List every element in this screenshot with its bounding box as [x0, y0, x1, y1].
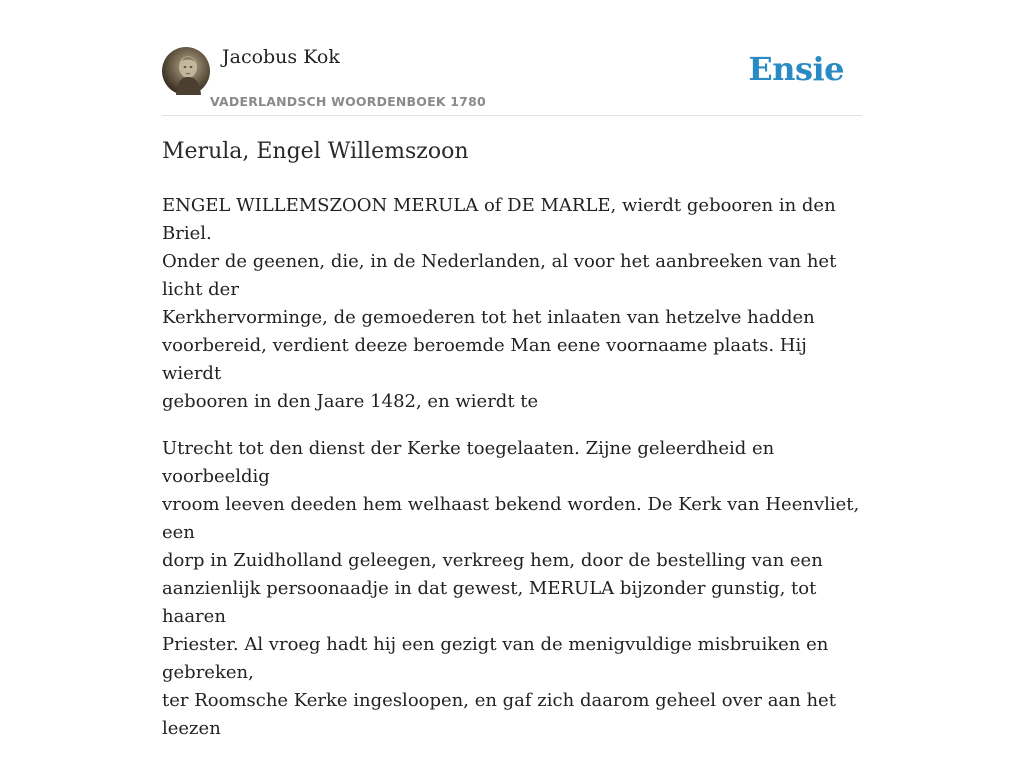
article-body — [162, 192, 866, 762]
article-header — [162, 44, 862, 116]
source-name[interactable]: VADERLANDSCH WOORDENBOEK 1780 — [210, 94, 486, 109]
page-title: Merula, Engel Willemszoon — [162, 139, 469, 164]
portrait-icon — [162, 47, 210, 95]
brand-logo[interactable]: Ensie — [748, 50, 844, 88]
author-name[interactable]: Jacobus Kok — [222, 46, 340, 68]
paragraph: Utrecht tot den dienst der Kerke toegelaaten. Zijne geleerdheid en voorbeeldig vroom leeven deeden hem welhaast bekend worden. De Kerk van Heenvliet, een dorp in Zuidholland geleegen, verkreeg hem, door de bestelling van een aanzienlijk persoonaadje in dat gewest, MERULA bijzonder gunstig, tot haaren Priester. Al vroeg hadt hij een gezigt van de menigvuldige misbruiken en gebreken, ter Roomsche Kerke ingesloopen, en gaf zich daarom geheel over aan het leezen — [162, 438, 860, 739]
paragraph: ENGEL WILLEMSZOON MERULA of DE MARLE, wierdt gebooren in den Briel. Onder de geenen, die, in de Nederlanden, al voor het aanbreeken van het licht der Kerkhervorminge, de gemoederen tot het inlaaten van hetzelve hadden voorbereid, verdient deeze beroemde Man eene voornaame plaats. Hij wierdt gebooren in den Jaare 1482, en wierdt te — [162, 195, 837, 412]
author-avatar[interactable] — [162, 47, 210, 95]
